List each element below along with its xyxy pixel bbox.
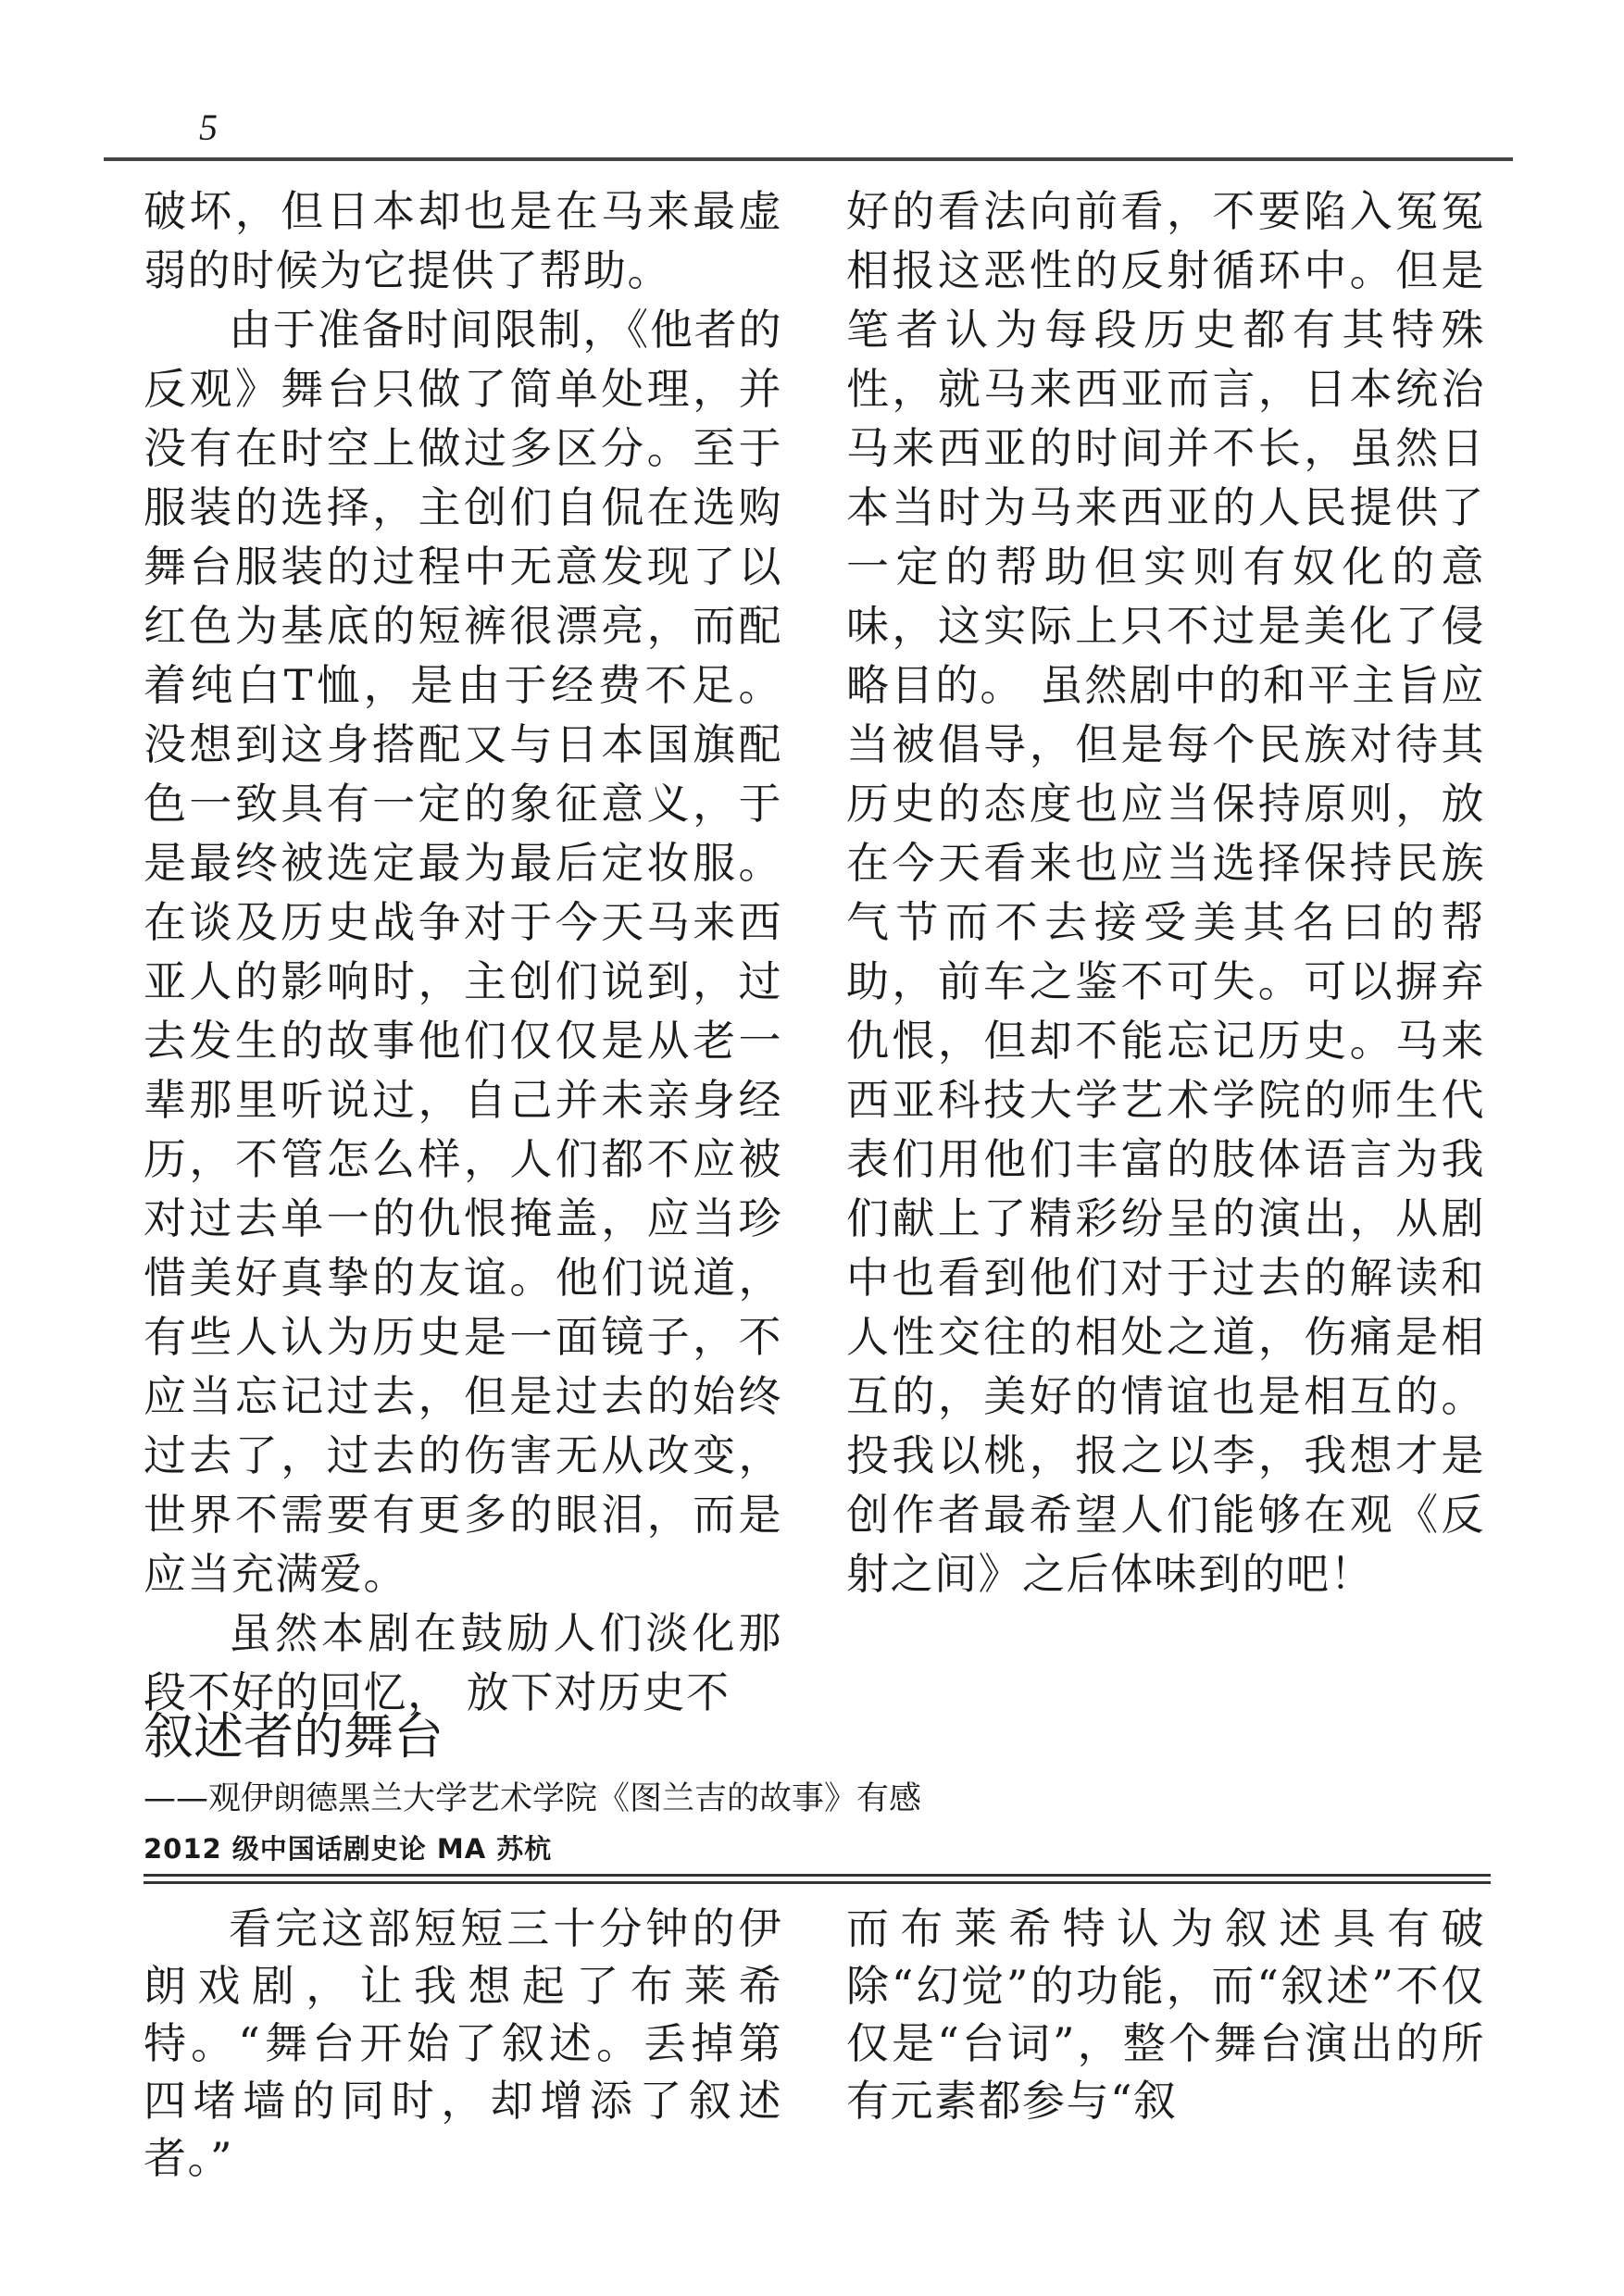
essay-paragraph: 由于准备时间限制，《他者的反观》舞台只做了简单处理，并没有在时空上做过多区分。至于服装的选择，主创们自侃在选购舞台服装的过程中无意发现了以红色为基底的短裤很漂亮，而配着纯白T恤，是由于经费不足。没想到这身搭配又与日本国旗配色一致具有一定的象征意义，于是最终被选定最为最后定妆服。在谈及历史战争对于今天马来西亚人的影响时，主创们说到，过去发生的故事他们仅仅是从老一辈那里听说过，自己并未亲身经历，不管怎么样，人们都不应被对过去单一的仇恨掩盖，应当珍惜美好真挚的友谊。他们说道，有些人认为历史是一面镜子，不应当忘记过去，但是过去的始终过去了，过去的伤害无从改变，世界不需要有更多的眼泪，而是应当充满爱。 (144, 305, 782, 1599)
essay-column-right (846, 181, 1485, 1603)
article-subtitle: ——观伊朗德黑兰大学艺术学院《图兰吉的故事》有感 (144, 1780, 922, 1817)
article-header-rule (144, 1874, 1491, 1884)
article-column-right (846, 1900, 1485, 2129)
article-column-left (144, 1900, 782, 2187)
article-paragraph: 看完这部短短三十分钟的伊朗戏剧，让我想起了布莱希特。“舞台开始了叙述。丢掉第四堵墙的同时，却增添了叙述者。” (144, 1903, 782, 2183)
header-rule (104, 157, 1513, 161)
page-number: 5 (199, 106, 218, 148)
article-title: 叙述者的舞台 (144, 1707, 443, 1766)
essay-paragraph: 虽然本剧在鼓励人们淡化那段不好的回忆， 放下对历史不 (144, 1608, 782, 1717)
essay-paragraph: 好的看法向前看，不要陷入冤冤相报这恶性的反射循环中。但是笔者认为每段历史都有其特殊性，就马来西亚而言，日本统治马来西亚的时间并不长，虽然日本当时为马来西亚的人民提供了一定的帮助但实则有奴化的意味，这实际上只不过是美化了侵略目的。 虽然剧中的和平主旨应当被倡导，但是每个民族对待其历史的态度也应当保持原则，放在今天看来也应当选择保持民族气节而不去接受美其名曰的帮助，前车之鉴不可失。可以摒弃仇恨，但却不能忘记历史。马来西亚科技大学艺术学院的师生代表们用他们丰富的肢体语言为我们献上了精彩纷呈的演出，从剧中也看到他们对于过去的解读和人性交往的相处之道，伤痛是相互的，美好的情谊也是相互的。投我以桃，报之以李，我想才是创作者最希望人们能够在观《反射之间》之后体味到的吧！ (846, 186, 1485, 1599)
essay-column-left (144, 181, 782, 1722)
article-byline: 2012 级中国话剧史论 MA 苏杭 (144, 1833, 553, 1865)
essay-paragraph: 破坏，但日本却也是在马来最虚弱的时候为它提供了帮助。 (144, 186, 782, 295)
article-paragraph: 而布莱希特认为叙述具有破除“幻觉”的功能，而“叙述”不仅仅是“台词”，整个舞台演出的所有元素都参与“叙 (846, 1903, 1485, 2126)
